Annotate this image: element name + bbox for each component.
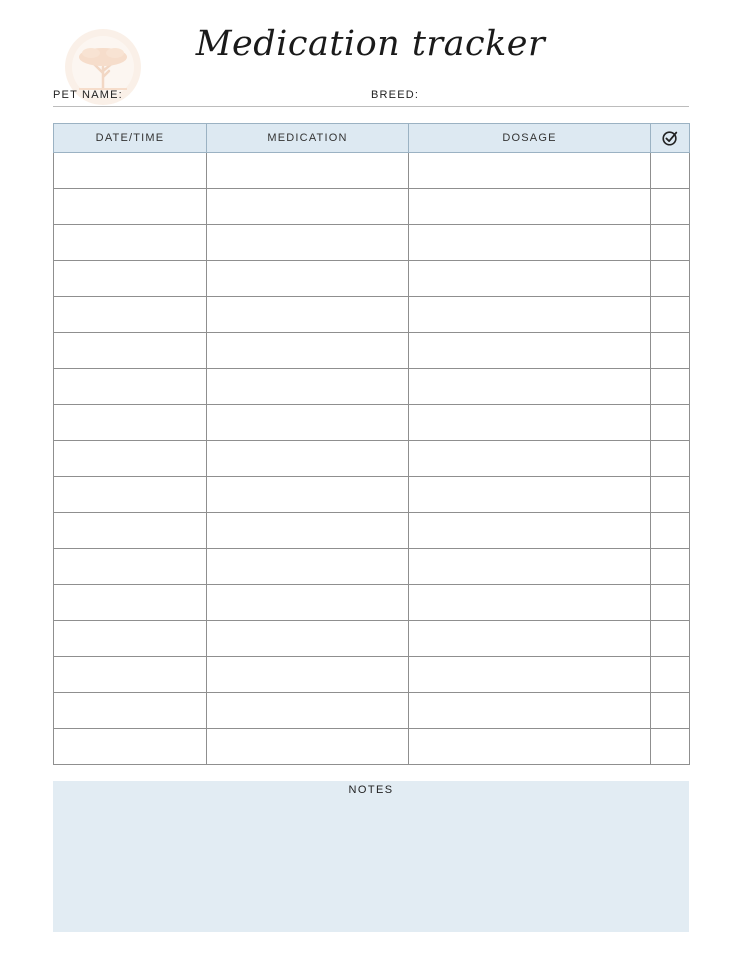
table-body (54, 153, 690, 765)
dosage-cell[interactable] (409, 477, 651, 513)
medication-cell[interactable] (207, 585, 409, 621)
date-time-cell[interactable] (54, 405, 207, 441)
table-row (54, 261, 690, 297)
column-header-date-time: DATE/TIME (54, 124, 207, 153)
column-header-check (651, 124, 690, 153)
medication-cell[interactable] (207, 693, 409, 729)
dosage-cell[interactable] (409, 333, 651, 369)
check-cell[interactable] (651, 405, 690, 441)
date-time-cell[interactable] (54, 657, 207, 693)
date-time-cell[interactable] (54, 513, 207, 549)
check-cell[interactable] (651, 513, 690, 549)
table-row (54, 369, 690, 405)
check-cell[interactable] (651, 477, 690, 513)
table-row (54, 657, 690, 693)
check-cell[interactable] (651, 621, 690, 657)
date-time-cell[interactable] (54, 585, 207, 621)
medication-cell[interactable] (207, 153, 409, 189)
check-cell[interactable] (651, 261, 690, 297)
dosage-cell[interactable] (409, 729, 651, 765)
check-circle-icon (661, 129, 679, 147)
table-header-row (54, 124, 690, 153)
medication-cell[interactable] (207, 297, 409, 333)
date-time-cell[interactable] (54, 297, 207, 333)
table-row (54, 477, 690, 513)
check-cell[interactable] (651, 333, 690, 369)
check-cell[interactable] (651, 549, 690, 585)
table-row (54, 297, 690, 333)
dosage-cell[interactable] (409, 369, 651, 405)
check-cell[interactable] (651, 693, 690, 729)
date-time-cell[interactable] (54, 261, 207, 297)
table-row (54, 153, 690, 189)
table-row (54, 585, 690, 621)
dosage-cell[interactable] (409, 585, 651, 621)
date-time-cell[interactable] (54, 477, 207, 513)
medication-cell[interactable] (207, 621, 409, 657)
date-time-cell[interactable] (54, 225, 207, 261)
table-row (54, 441, 690, 477)
table-row (54, 333, 690, 369)
column-header-medication: MEDICATION (207, 124, 409, 153)
medication-cell[interactable] (207, 477, 409, 513)
table-row (54, 621, 690, 657)
check-cell[interactable] (651, 297, 690, 333)
check-cell[interactable] (651, 657, 690, 693)
date-time-cell[interactable] (54, 621, 207, 657)
table-row (54, 693, 690, 729)
header-underline (53, 106, 689, 107)
date-time-cell[interactable] (54, 729, 207, 765)
table-row (54, 225, 690, 261)
pet-name-label: PET NAME: (53, 89, 123, 101)
check-cell[interactable] (651, 189, 690, 225)
dosage-cell[interactable] (409, 261, 651, 297)
medication-cell[interactable] (207, 405, 409, 441)
dosage-cell[interactable] (409, 189, 651, 225)
medication-cell[interactable] (207, 225, 409, 261)
table-row (54, 189, 690, 225)
medication-cell[interactable] (207, 549, 409, 585)
medication-cell[interactable] (207, 369, 409, 405)
dosage-cell[interactable] (409, 621, 651, 657)
dosage-cell[interactable] (409, 153, 651, 189)
dosage-cell[interactable] (409, 693, 651, 729)
dosage-cell[interactable] (409, 297, 651, 333)
medication-table (53, 123, 690, 765)
dosage-cell[interactable] (409, 405, 651, 441)
date-time-cell[interactable] (54, 333, 207, 369)
check-cell[interactable] (651, 153, 690, 189)
medication-cell[interactable] (207, 729, 409, 765)
medication-cell[interactable] (207, 513, 409, 549)
table-row (54, 513, 690, 549)
date-time-cell[interactable] (54, 189, 207, 225)
date-time-cell[interactable] (54, 549, 207, 585)
notes-box[interactable] (53, 781, 689, 932)
page-title: Medication tracker (195, 24, 546, 64)
medication-cell[interactable] (207, 189, 409, 225)
check-cell[interactable] (651, 729, 690, 765)
check-cell[interactable] (651, 225, 690, 261)
medication-cell[interactable] (207, 261, 409, 297)
dosage-cell[interactable] (409, 441, 651, 477)
notes-label: NOTES (348, 784, 394, 796)
table-row (54, 549, 690, 585)
dosage-cell[interactable] (409, 549, 651, 585)
check-cell[interactable] (651, 585, 690, 621)
date-time-cell[interactable] (54, 441, 207, 477)
table-row (54, 729, 690, 765)
date-time-cell[interactable] (54, 153, 207, 189)
medication-cell[interactable] (207, 441, 409, 477)
date-time-cell[interactable] (54, 693, 207, 729)
breed-label: BREED: (371, 89, 420, 101)
column-header-dosage: DOSAGE (409, 124, 651, 153)
dosage-cell[interactable] (409, 513, 651, 549)
check-cell[interactable] (651, 441, 690, 477)
table-row (54, 405, 690, 441)
medication-cell[interactable] (207, 333, 409, 369)
dosage-cell[interactable] (409, 225, 651, 261)
dosage-cell[interactable] (409, 657, 651, 693)
check-cell[interactable] (651, 369, 690, 405)
medication-cell[interactable] (207, 657, 409, 693)
date-time-cell[interactable] (54, 369, 207, 405)
